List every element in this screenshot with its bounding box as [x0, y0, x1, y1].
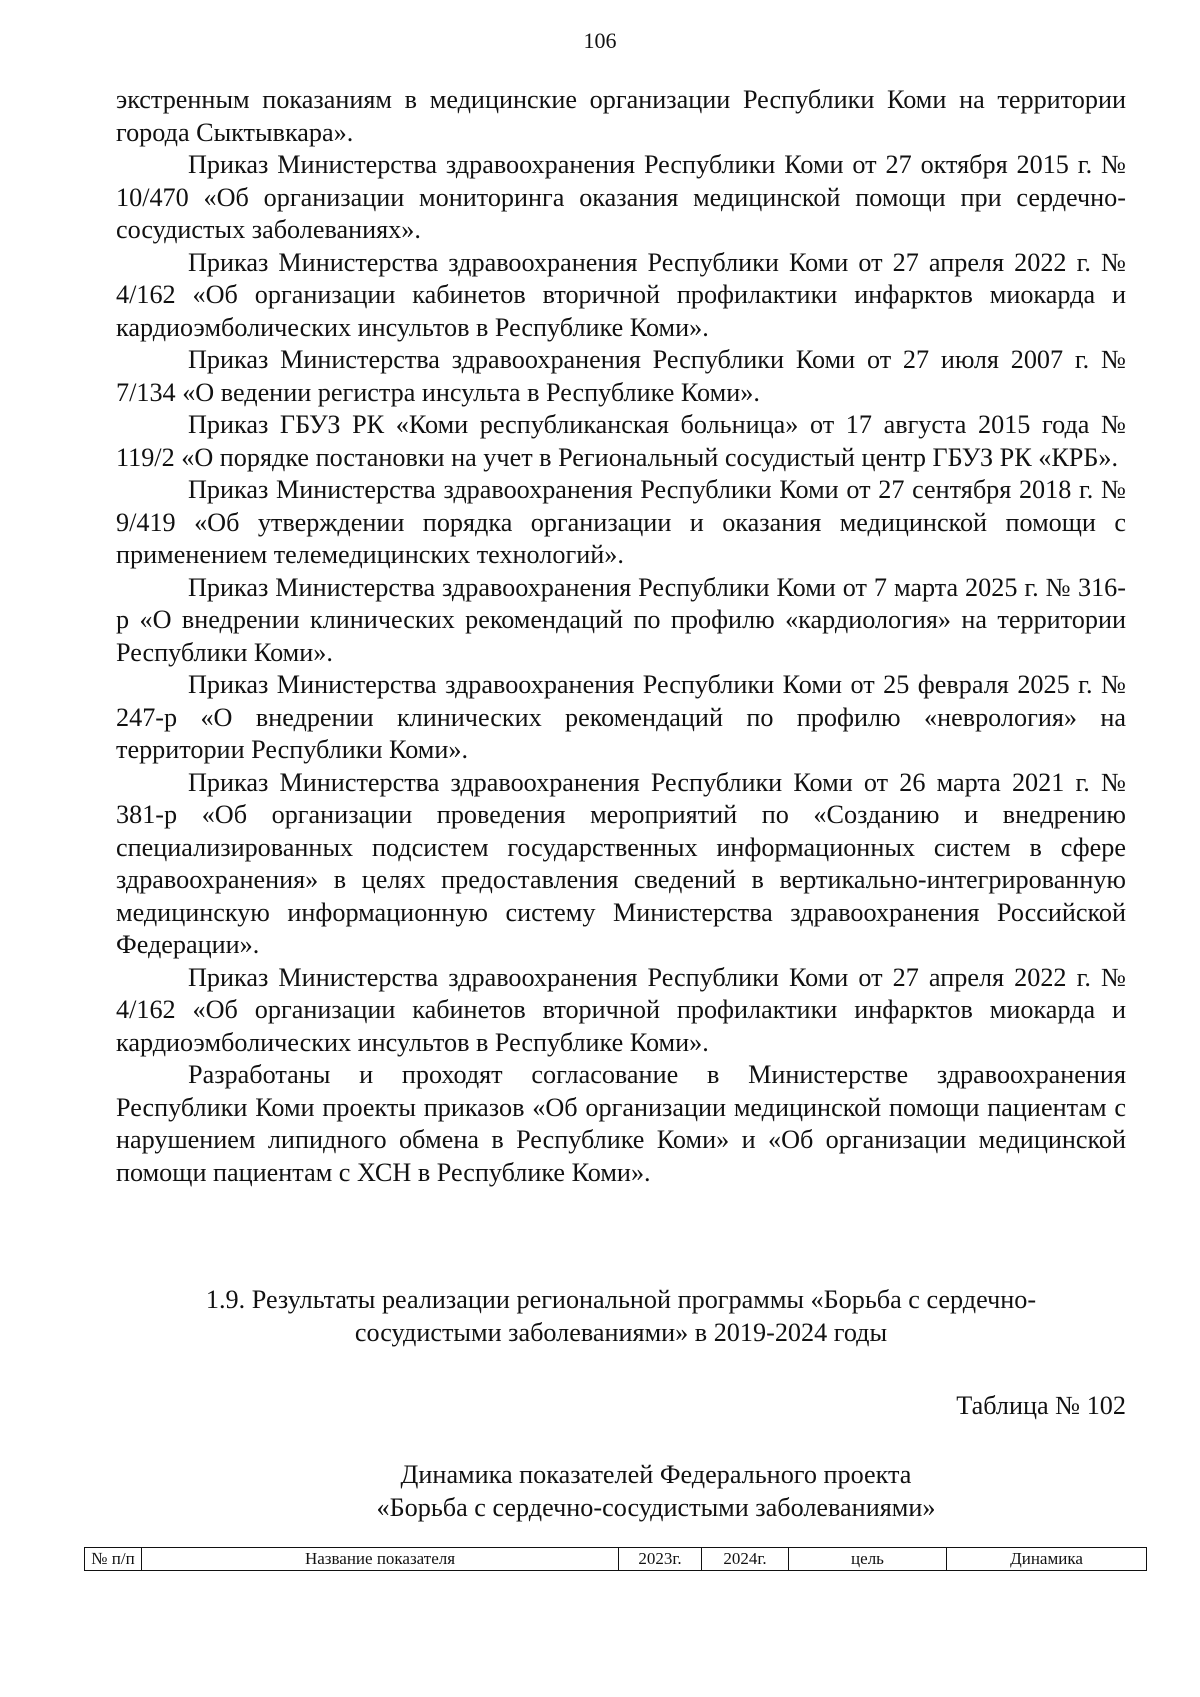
indicators-table — [84, 1547, 1147, 1571]
table-caption — [116, 1459, 1196, 1524]
paragraph: Приказ ГБУЗ РК «Коми республиканская больница» от 17 августа 2015 года № 119/2 «О порядке постановки на учет в Региональный сосудистый центр ГБУЗ РК «КРБ». — [116, 410, 1126, 472]
table-caption-line: Динамика показателей Федерального проекта — [400, 1460, 912, 1489]
paragraph: Приказ Министерства здравоохранения Республики Коми от 27 апреля 2022 г. № 4/162 «Об организации кабинетов вторичной профилактики инфарктов миокарда и кардиоэмболических инсультов в Республике Коми». — [116, 247, 1126, 342]
paragraph: Приказ Министерства здравоохранения Республики Коми от 27 июля 2007 г. № 7/134 «О ведении регистра инсульта в Республике Коми». — [116, 345, 1126, 407]
table-number: Таблица № 102 — [956, 1391, 1126, 1420]
paragraph: Приказ Министерства здравоохранения Республики Коми от 25 февраля 2025 г. № 247-р «О внедрении клинических рекомендаций по профилю «неврология» на территории Республики Коми». — [116, 670, 1126, 764]
section-title — [116, 1284, 1126, 1349]
table-header-row — [85, 1548, 1147, 1571]
paragraph: Приказ Министерства здравоохранения Республики Коми от 26 марта 2021 г. № 381-р «Об организации проведения мероприятий по «Созданию и внедрению специализированных подсистем государственных информационных систем в сфере здравоохранения» в целях предоставления сведений в вертикально-интегрированную медицинскую информационную систему Министерства здравоохранения Российской Федерации». — [116, 767, 1126, 959]
paragraph: Приказ Министерства здравоохранения Республики Коми от 27 октября 2015 г. № 10/470 «Об организации мониторинга оказания медицинской помощи при сердечно-сосудистых заболеваниях». — [116, 150, 1126, 244]
section-title-line: 1.9. Результаты реализации региональной программы «Борьба с сердечно- — [205, 1285, 1037, 1314]
column-header-2024: 2024г. — [702, 1548, 789, 1571]
column-header-indicator-name: Название показателя — [142, 1548, 619, 1571]
table-caption-line: «Борьба с сердечно-сосудистыми заболеваниями» — [376, 1492, 936, 1522]
paragraph: Приказ Министерства здравоохранения Республики Коми от 7 марта 2025 г. № 316-р «О внедрении клинических рекомендаций по профилю «кардиология» на территории Республики Коми». — [116, 572, 1126, 667]
paragraph: Приказ Министерства здравоохранения Республики Коми от 27 сентября 2018 г. № 9/419 «Об утверждении порядка организации и оказания медицинской помощи с применением телемедицинских технологий». — [116, 475, 1126, 569]
paragraph: Приказ Министерства здравоохранения Республики Коми от 27 апреля 2022 г. № 4/162 «Об организации кабинетов вторичной профилактики инфарктов миокарда и кардиоэмболических инсультов в Республике Коми». — [116, 962, 1126, 1057]
paragraph: Разработаны и проходят согласование в Министерстве здравоохранения Республики Коми проекты приказов «Об организации медицинской помощи пациентам с нарушением липидного обмена в Республике Коми» и «Об организации медицинской помощи пациентам с ХСН в Республике Коми». — [116, 1060, 1126, 1187]
paragraph: экстренным показаниям в медицинские организации Республики Коми на территории города Сыктывкара». — [116, 85, 1126, 147]
page-number: 106 — [583, 28, 617, 53]
section-title-line: сосудистыми заболеваниями» в 2019-2024 годы — [354, 1317, 888, 1347]
column-header-dynamics: Динамика — [947, 1548, 1147, 1571]
body-text — [116, 84, 1126, 1189]
column-header-2023: 2023г. — [619, 1548, 702, 1571]
column-header-number: № п/п — [85, 1548, 142, 1571]
column-header-target: цель — [789, 1548, 947, 1571]
